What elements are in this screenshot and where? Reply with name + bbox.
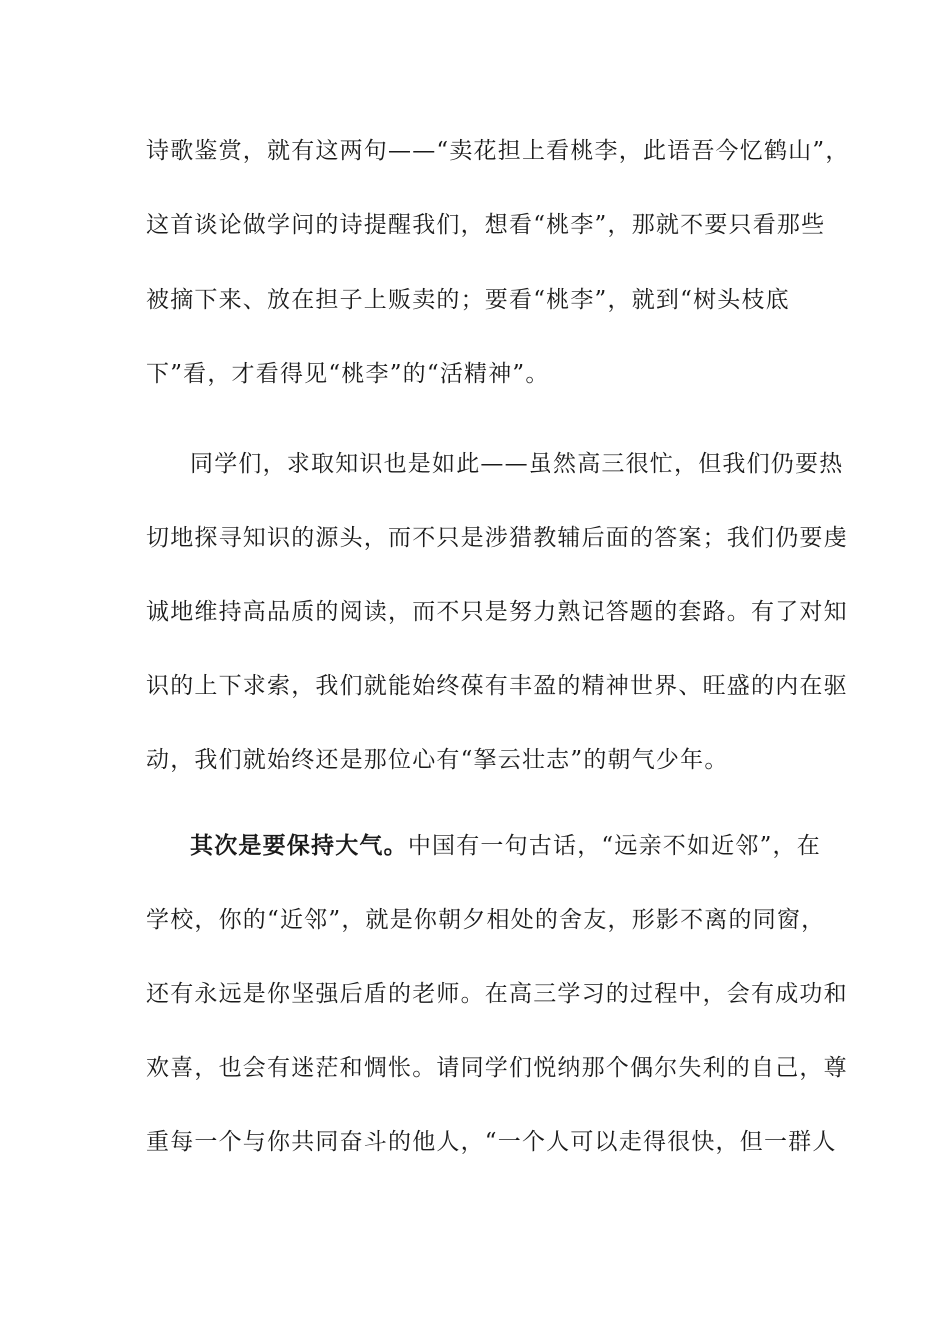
paragraph-first-line: 同学们，求取知识也是如此——虽然高三很忙，但我们仍要热 xyxy=(190,451,844,477)
paragraph-heading: 其次是要保持大气。 xyxy=(190,832,408,859)
text-line: 诚地维持高品质的阅读，而不只是努力熟记答题的套路。有了对知 xyxy=(146,599,848,625)
text-line: 诗歌鉴赏，就有这两句——“卖花担上看桃李，此语吾今忆鹤山”， xyxy=(146,138,850,164)
text-line: 还有永远是你坚强后盾的老师。在高三学习的过程中，会有成功和 xyxy=(146,981,848,1007)
text-line: 欢喜，也会有迷茫和惆怅。请同学们悦纳那个偶尔失利的自己，尊 xyxy=(146,1055,848,1081)
text-line: 被摘下来、放在担子上贩卖的；要看“桃李”，就到“树头枝底 xyxy=(146,287,790,313)
text-line: 下”看，才看得见“桃李”的“活精神”。 xyxy=(146,361,550,387)
text-line: 学校，你的“近邻”，就是你朝夕相处的舍友，形影不离的同窗， xyxy=(146,907,826,933)
text-span: 中国有一句古话，“远亲不如近邻”，在 xyxy=(407,833,821,859)
paragraph-first-line xyxy=(190,830,821,862)
text-line: 切地探寻知识的源头，而不只是涉猎教辅后面的答案；我们仍要虔 xyxy=(146,525,848,551)
text-line: 动，我们就始终还是那位心有“拏云壮志”的朝气少年。 xyxy=(146,747,729,773)
text-line: 识的上下求索，我们就能始终葆有丰盈的精神世界、旺盛的内在驱 xyxy=(146,673,848,699)
text-line: 这首谈论做学问的诗提醒我们，想看“桃李”，那就不要只看那些 xyxy=(146,212,826,238)
text-line: 重每一个与你共同奋斗的他人，“一个人可以走得很快，但一群人 xyxy=(146,1129,837,1155)
